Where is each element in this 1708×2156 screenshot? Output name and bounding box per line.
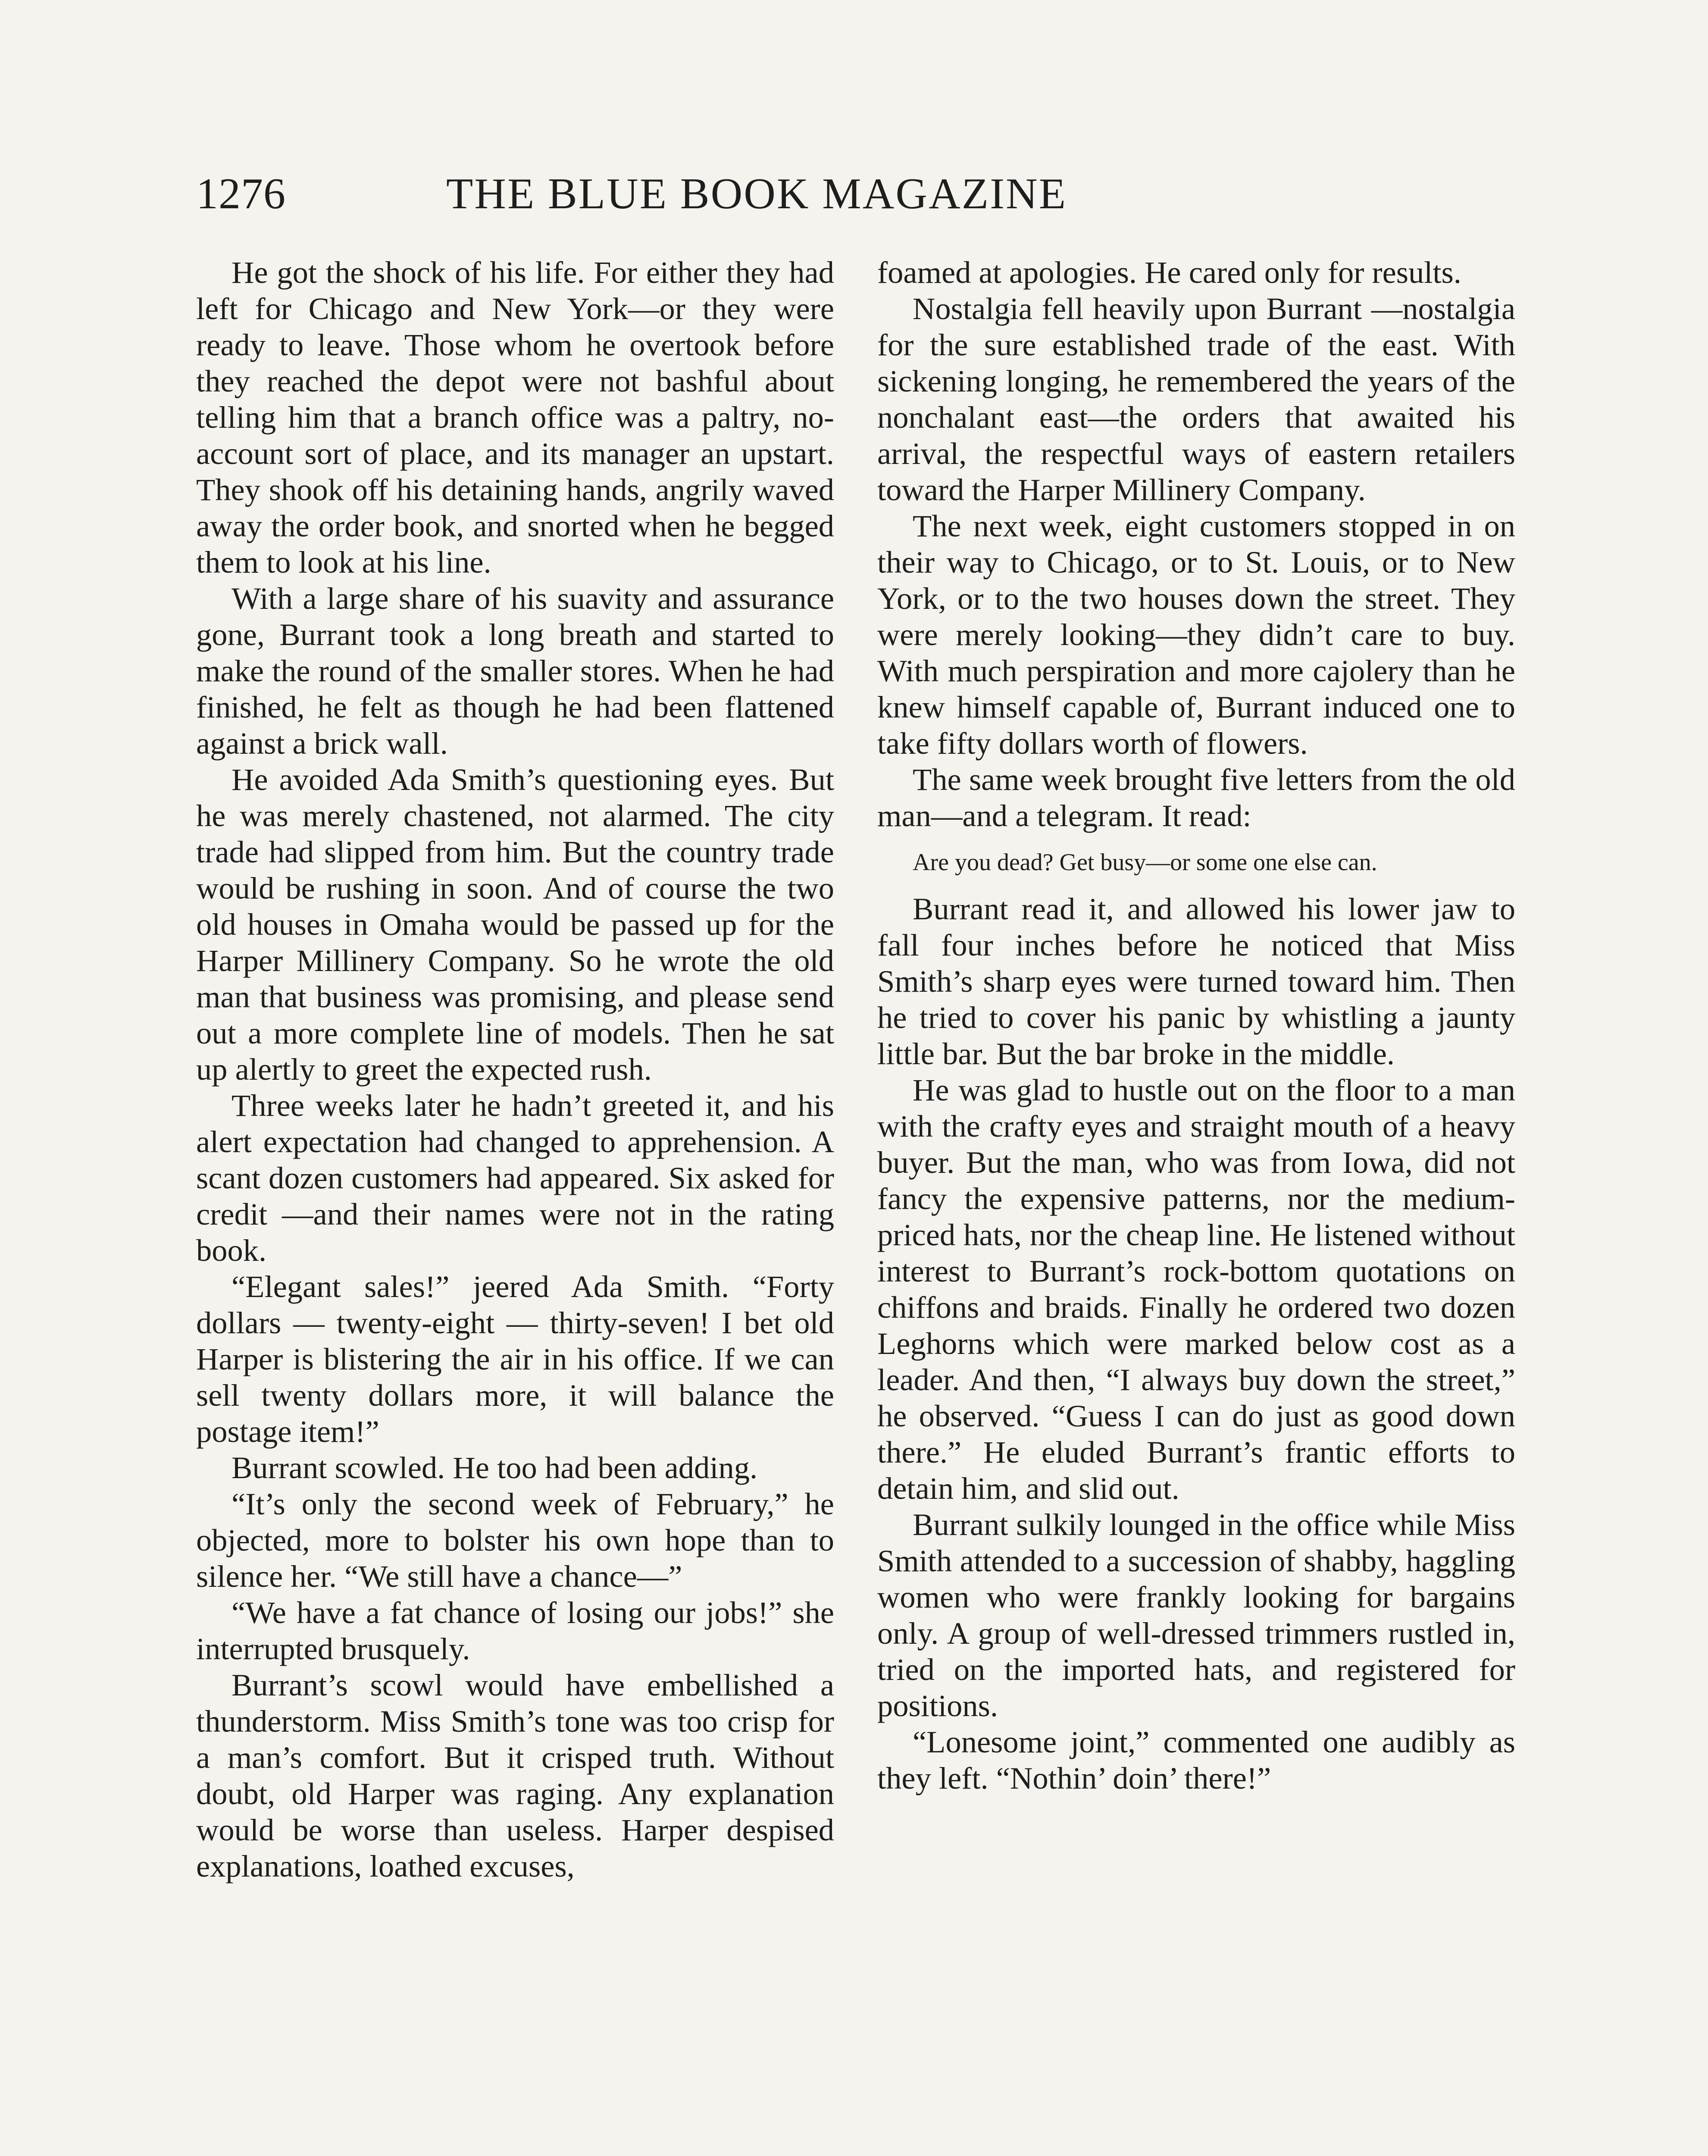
telegram-quote: Are you dead? Get busy—or some one else can. (913, 849, 1377, 876)
page-number: 1276 (196, 169, 286, 218)
paragraph: “Lonesome joint,” commented one audibly as they left. “Nothin’ doin’ there!” (877, 1724, 1515, 1796)
continued-paragraph: foamed at apologies. He cared only for results. (877, 255, 1461, 290)
page-header (196, 164, 1205, 224)
paragraph: “We have a fat chance of losing our jobs!” she interrupted brusquely. (196, 1595, 834, 1666)
paragraph: He was glad to hustle out on the floor to a man with the crafty eyes and straight mouth of a heavy buyer. But the man, who was from Iowa, did not fancy the expensive patterns, nor the medium-priced hats, nor the cheap line. He listened without interest to Burrant’s rock-bottom quotations on chiffons and braids. Finally he ordered two dozen Leghorns which were marked below cost as a leader. And then, “I always buy down the street,” he observed. “Guess I can do just as good down there.” He eluded Burrant’s frantic efforts to detain him, and slid out. (877, 1072, 1515, 1506)
paragraph: Burrant scowled. He too had been adding. (231, 1450, 758, 1485)
paragraph: “Elegant sales!” jeered Ada Smith. “Forty dollars — twenty-eight — thirty-seven! I bet old Harper is blistering the air in his office. If we can sell twenty dollars more, it will balance the postage item!” (196, 1269, 834, 1449)
paragraph: The same week brought five letters from the old man—and a telegram. It read: (877, 762, 1515, 833)
paragraph: Burrant’s scowl would have embellished a thunderstorm. Miss Smith’s tone was too crisp for a man’s comfort. But it crisped truth. Without doubt, old Harper was raging. Any explanation would be worse than useless. Harper despised explanations, loathed excuses, (196, 1667, 834, 1883)
paragraph: Burrant read it, and allowed his lower jaw to fall four inches before he noticed that Miss Smith’s sharp eyes were turned toward him. Then he tried to cover his panic by whistling a jaunty little bar. But the bar broke in the middle. (877, 891, 1515, 1071)
magazine-title: THE BLUE BOOK MAGAZINE (446, 169, 1067, 218)
paragraph: He avoided Ada Smith’s questioning eyes. But he was merely chastened, not alarmed. The city trade had slipped from him. But the country trade would be rushing in soon. And of course the two old houses in Omaha would be passed up for the Harper Millinery Company. So he wrote the old man that business was promising, and please send out a more complete line of models. Then he sat up alertly to greet the expected rush. (196, 762, 834, 1087)
right-column (877, 254, 1515, 1796)
paragraph: “It’s only the second week of February,” he objected, more to bolster his own hope than to silence her. “We still have a chance—” (196, 1486, 834, 1594)
paragraph: Nostalgia fell heavily upon Burrant —nostalgia for the sure established trade of the east. With sickening longing, he remembered the years of the nonchalant east—the orders that awaited his arrival, the respectful ways of eastern retailers toward the Harper Millinery Company. (877, 291, 1515, 507)
paragraph: The next week, eight customers stopped in on their way to Chicago, or to St. Louis, or to New York, or to the two houses down the street. They were merely looking—they didn’t care to buy. With much perspiration and more cajolery than he knew himself capable of, Burrant induced one to take fifty dollars worth of flowers. (877, 508, 1515, 761)
paragraph: He got the shock of his life. For either they had left for Chicago and New York—or they were ready to leave. Those whom he overtook before they reached the depot were not bashful about telling him that a branch office was a paltry, no-account sort of place, and its manager an upstart. They shook off his detaining hands, angrily waved away the order book, and snorted when he begged them to look at his line. (196, 255, 834, 580)
left-column (196, 254, 834, 1884)
paragraph: Burrant sulkily lounged in the office while Miss Smith attended to a succession of shabby, haggling women who were frankly looking for bargains only. A group of well-dressed trimmers rustled in, tried on the imported hats, and registered for positions. (877, 1507, 1515, 1723)
paragraph: With a large share of his suavity and assurance gone, Burrant took a long breath and started to make the round of the smaller stores. When he had finished, he felt as though he had been flattened against a brick wall. (196, 581, 834, 761)
paragraph: Three weeks later he hadn’t greeted it, and his alert expectation had changed to apprehension. A scant dozen customers had appeared. Six asked for credit —and their names were not in the rating book. (196, 1088, 834, 1268)
